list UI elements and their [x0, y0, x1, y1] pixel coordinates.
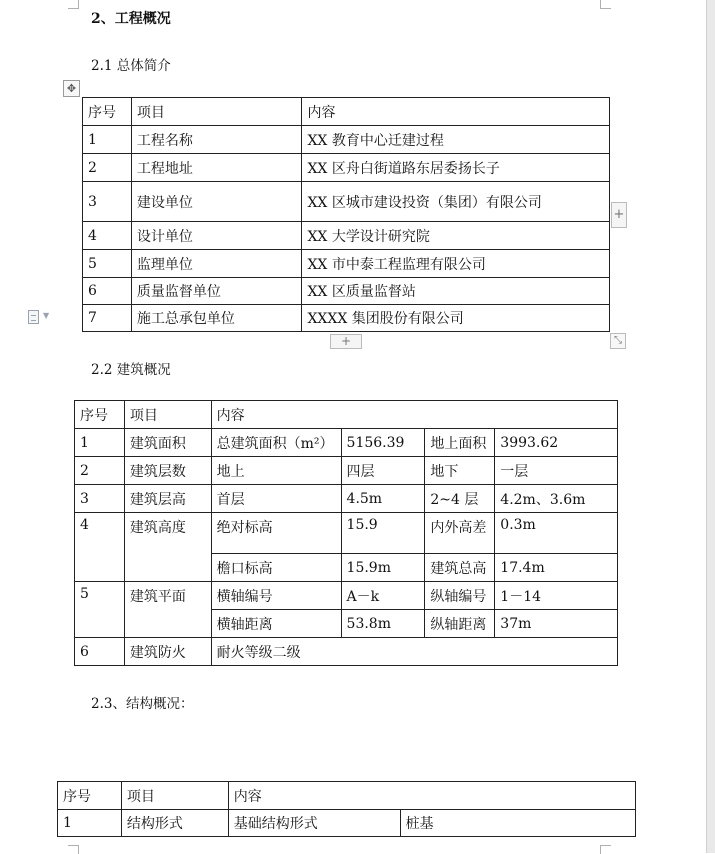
- subheading-building: 2.2 建筑概况: [91, 362, 171, 378]
- table-cell: 施工总承包单位: [131, 305, 302, 332]
- table-cell: 首层: [211, 485, 341, 513]
- table-row: [83, 305, 610, 332]
- table-cell: 4.5m: [341, 485, 425, 513]
- table-cell: 建筑层高: [124, 485, 211, 513]
- table-header-row: [75, 401, 618, 429]
- table-row: [75, 513, 618, 554]
- chevron-down-icon: ▼: [43, 311, 50, 320]
- table-cell: 1: [75, 429, 125, 457]
- header-cell: 项目: [121, 782, 228, 810]
- table-cell: 3: [75, 485, 125, 513]
- table-cell: 耐火等级二级: [211, 638, 617, 666]
- table-cell: XX 大学设计研究院: [302, 222, 610, 250]
- table-cell: 设计单位: [131, 222, 302, 250]
- add-column-button[interactable]: +: [611, 202, 627, 228]
- table-row: [75, 582, 618, 610]
- table-row: [75, 429, 618, 457]
- header-cell: 内容: [211, 401, 617, 429]
- table-cell: 4.2m、3.6m: [495, 485, 618, 513]
- table-cell: 桩基: [400, 810, 635, 837]
- page-corner-mark: [600, 0, 611, 9]
- table-cell: 53.8m: [341, 610, 425, 638]
- table-row: [75, 638, 618, 666]
- table-cell: XX 区质量监督站: [302, 278, 610, 305]
- header-cell: 项目: [124, 401, 211, 429]
- subheading-structure: 2.3、结构概况：: [91, 696, 194, 712]
- table-header-row: [83, 98, 610, 126]
- document-sheet-icon: [28, 310, 39, 324]
- section-heading: 2、工程概况: [91, 11, 171, 27]
- table-cell: 工程地址: [131, 154, 302, 182]
- table-cell: 15.9: [341, 513, 425, 554]
- table-cell: 5156.39: [341, 429, 425, 457]
- table-cell: 建筑面积: [124, 429, 211, 457]
- table-row: [75, 485, 618, 513]
- table-cell: XX 区城市建设投资（集团）有限公司: [302, 182, 610, 222]
- table-cell: 1－14: [495, 582, 618, 610]
- header-cell: 项目: [131, 98, 302, 126]
- table-cell: 檐口标高: [211, 554, 341, 582]
- table-cell: 7: [83, 305, 132, 332]
- table-cell: 3993.62: [495, 429, 618, 457]
- table-cell: 结构形式: [121, 810, 228, 837]
- table-cell: 2~4 层: [425, 485, 495, 513]
- table-row: [83, 250, 610, 278]
- table-cell: 一层: [495, 457, 618, 485]
- table-cell: 37m: [495, 610, 618, 638]
- header-cell: 序号: [75, 401, 125, 429]
- page-right-edge: [706, 0, 715, 853]
- table-cell: 6: [83, 278, 132, 305]
- table-cell: 6: [75, 638, 125, 666]
- header-cell: 内容: [302, 98, 610, 126]
- table-cell: 建筑防火: [124, 638, 211, 666]
- table-cell: 1: [58, 810, 122, 837]
- table-cell: XX 区舟白街道路东居委扬长子: [302, 154, 610, 182]
- table-cell: 内外高差: [425, 513, 495, 554]
- table-cell: XX 市中泰工程监理有限公司: [302, 250, 610, 278]
- add-row-button[interactable]: +: [330, 334, 362, 349]
- table-resize-icon[interactable]: ⤡: [610, 333, 626, 349]
- structure-table: [57, 781, 636, 837]
- table-cell: 4: [75, 513, 125, 582]
- table-cell: 2: [75, 457, 125, 485]
- table-cell: 5: [75, 582, 125, 638]
- table-cell: XX 教育中心迁建过程: [302, 126, 610, 154]
- overview-table: [82, 97, 610, 332]
- building-table: [74, 400, 618, 666]
- page-corner-mark: [68, 0, 79, 9]
- table-move-icon[interactable]: ✥: [63, 80, 80, 97]
- table-row: [75, 457, 618, 485]
- table-cell: 横轴距离: [211, 610, 341, 638]
- table-cell: 监理单位: [131, 250, 302, 278]
- table-cell: 5: [83, 250, 132, 278]
- table-row: [83, 222, 610, 250]
- table-row: [83, 126, 610, 154]
- table-cell: 绝对标高: [211, 513, 341, 554]
- table-cell: 横轴编号: [211, 582, 341, 610]
- table-cell: 2: [83, 154, 132, 182]
- table-cell: 4: [83, 222, 132, 250]
- document-icon[interactable]: [28, 310, 50, 324]
- table-cell: 地下: [425, 457, 495, 485]
- table-cell: 建筑总高: [425, 554, 495, 582]
- table-cell: 15.9m: [341, 554, 425, 582]
- table-cell: 1: [83, 126, 132, 154]
- header-cell: 内容: [228, 782, 635, 810]
- table-cell: 工程名称: [131, 126, 302, 154]
- header-cell: 序号: [83, 98, 132, 126]
- table-header-row: [58, 782, 636, 810]
- table-cell: 四层: [341, 457, 425, 485]
- subheading-overview: 2.1 总体简介: [91, 58, 171, 74]
- table-cell: 质量监督单位: [131, 278, 302, 305]
- header-cell: 序号: [58, 782, 122, 810]
- table-cell: 3: [83, 182, 132, 222]
- table-cell: 建筑层数: [124, 457, 211, 485]
- table-cell: 地上面积: [425, 429, 495, 457]
- table-cell: XXXX 集团股份有限公司: [302, 305, 610, 332]
- table-cell: 建筑平面: [124, 582, 211, 638]
- table-cell: 建设单位: [131, 182, 302, 222]
- table-cell: 纵轴距离: [425, 610, 495, 638]
- table-cell: 建筑高度: [124, 513, 211, 582]
- table-cell: 17.4m: [495, 554, 618, 582]
- table-row: [58, 810, 636, 837]
- table-cell: 0.3m: [495, 513, 618, 554]
- table-row: [83, 154, 610, 182]
- table-row: [83, 278, 610, 305]
- table-cell: 地上: [211, 457, 341, 485]
- table-cell: 基础结构形式: [228, 810, 400, 837]
- table-row: [83, 182, 610, 222]
- table-cell: 总建筑面积（m²）: [211, 429, 341, 457]
- table-cell: 纵轴编号: [425, 582, 495, 610]
- table-cell: A－k: [341, 582, 425, 610]
